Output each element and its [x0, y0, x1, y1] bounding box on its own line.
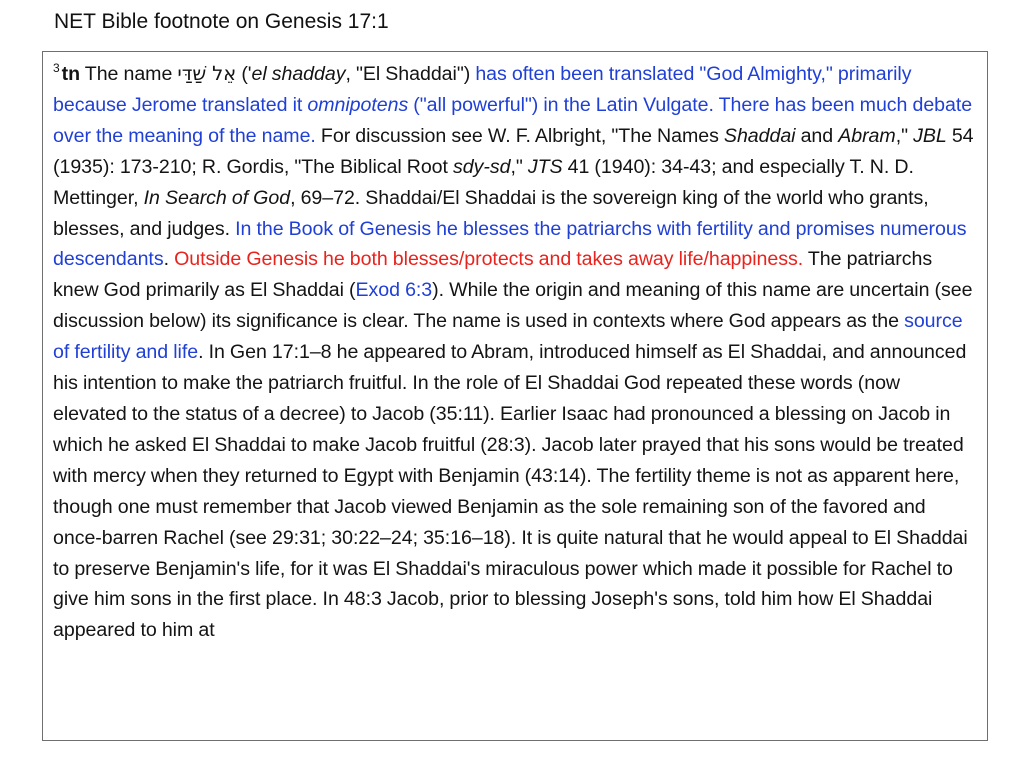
- footnote-text: [53, 59, 977, 646]
- page-title: NET Bible footnote on Genesis 17:1: [54, 10, 389, 33]
- highlight-blue: In the Book of Genesis he blesses the patriarchs with fertility and promises numerous descendants: [53, 217, 967, 271]
- text-segment: ,": [510, 155, 528, 178]
- footnote-box: [42, 51, 988, 741]
- italic-term: Abram: [838, 124, 896, 147]
- text-segment: , "El Shaddai"): [345, 63, 476, 85]
- text-segment: (': [236, 63, 252, 85]
- text-segment: 41 (1940): 34-43; and especially T. N. D. Mettinger,: [53, 155, 914, 209]
- text-segment: . In Gen 17:1–8 he appeared to Abram, introduced himself as El Shaddai, and announced his intention to make the patriarch fruitful. In the role of El Shaddai God repeated these words (now elevated to the status of a decree) to Jacob (35:11). Earlier Isaac had pronounced a blessing on Jacob in which he asked El Shaddai to make Jacob fruitful (28:3). Jacob later prayed that his sons would be treated with mercy when they returned to Egypt with Benjamin (43:14). The fertility theme is not as apparent here, though one must remember that Jacob viewed Benjamin as the sole remaining son of the favored and once-barren Rachel (see 29:31; 30:22–24; 35:16–18). It is quite natural that he would appeal to El Shaddai to preserve Benjamin's life, for it was El Shaddai's miraculous power which made it possible for Rachel to give him sons in the first place. In 48:3 Jacob, prior to blessing Joseph's sons, told him how El Shaddai appeared to him at: [53, 341, 968, 642]
- italic-term: Shaddai: [723, 124, 796, 147]
- footnote-number: 3: [53, 61, 60, 76]
- journal-title: JBL: [913, 124, 947, 147]
- italic-term: sdy-sd: [453, 155, 511, 178]
- transliteration: el shadday: [251, 63, 346, 85]
- translator-note-marker: tn: [61, 63, 81, 85]
- highlight-blue: source of fertility and life: [53, 310, 963, 364]
- highlight-red: Outside Genesis he both blesses/protects and takes away life/happiness.: [174, 248, 804, 271]
- text-segment: The name: [80, 63, 178, 85]
- highlight-blue: ("all powerful") in the Latin Vulgate. There has been much debate over the meaning of the name.: [53, 93, 973, 147]
- scripture-reference: Exod 6:3: [355, 279, 433, 302]
- text-segment: The patriarchs knew God primarily as El Shaddai (: [53, 248, 933, 302]
- text-segment: 54 (1935): 173-210; R. Gordis, "The Biblical Root: [53, 124, 974, 178]
- book-title: In Search of God: [143, 186, 291, 209]
- text-segment: ). While the origin and meaning of this name are uncertain (see discussion below) its significance is clear. The name is used in contexts where God appears as the: [53, 279, 973, 333]
- text-segment: and: [795, 124, 839, 147]
- journal-title: JTS: [527, 155, 563, 178]
- highlight-blue: has often been translated "God Almighty," primarily because Jerome translated it: [53, 63, 912, 116]
- text-segment: ,": [895, 124, 914, 147]
- hebrew-name: אֵל שַׁדַּי: [177, 62, 237, 85]
- text-segment: , 69–72. Shaddai/El Shaddai is the sovereign king of the world who grants, blesses, and judges.: [53, 186, 929, 240]
- text-segment: For discussion see W. F. Albright, "The Names: [315, 124, 724, 147]
- highlight-blue-italic: omnipotens: [307, 93, 409, 116]
- text-segment: .: [163, 248, 175, 271]
